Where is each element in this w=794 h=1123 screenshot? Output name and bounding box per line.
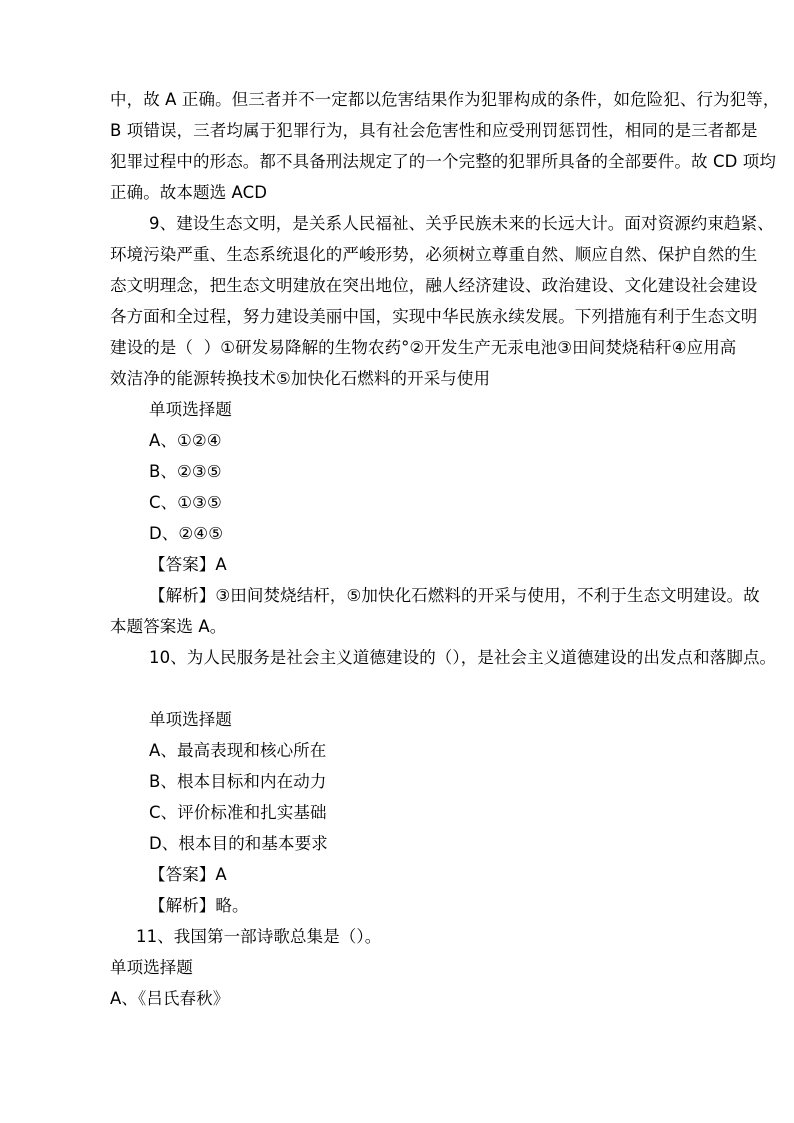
question-9-option-b[interactable]: B、②③⑤ [149,462,222,481]
question-10-option-a[interactable]: A、最高表现和核心所在 [149,741,327,760]
question-9 [110,208,774,642]
question-10-option-d[interactable]: D、根本目的和基本要求 [149,834,328,853]
question-9-option-d[interactable]: D、②④⑤ [149,524,224,543]
text-line: B 项错误，三者均属于犯罪行为，具有社会危害性和应受刑罚惩罚性，相同的是三者都是 [110,121,758,140]
question-9-option-a[interactable]: A、①②④ [149,431,222,450]
text-line: 中，故 A 正确。但三者并不一定都以危害结果作为犯罪构成的条件，如危险犯、行为犯等， [110,90,780,109]
question-9-stem-line: 环境污染严重、生态系统退化的严峻形势，必须树立尊重自然、顺应自然、保护自然的生 [110,245,758,264]
question-10-option-c[interactable]: C、评价标准和扎实基础 [149,803,327,822]
question-11-stem-line: 11、我国第一部诗歌总集是（）。 [136,927,382,946]
answer-value: A [215,865,227,884]
document-body [110,84,780,1014]
answer-label: 【答案】 [149,555,216,574]
spacer [110,673,684,704]
text-line: 犯罪过程中的形态。都不具备刑法规定了的一个完整的犯罪所具备的全部要件。故 CD 项均 [110,152,776,171]
explanation-question-8-continued [110,84,780,208]
question-10-type-label: 单项选择题 [149,710,232,729]
question-11 [110,921,684,1014]
question-9-stem-line: 9、建设生态文明，是关系人民福祉、关乎民族未来的长远大计。面对资源约束趋紧、 [149,214,774,233]
text-line: 正确。故本题选 ACD [110,183,268,202]
question-9-type-label: 单项选择题 [149,400,232,419]
question-9-answer [110,549,684,580]
question-9-analysis-line: 【解析】③田间焚烧结杆，⑤加快化石燃料的开采与使用，不利于生态文明建设。故 [149,586,760,605]
answer-label: 【答案】 [149,865,216,884]
question-11-type-label: 单项选择题 [110,958,193,977]
question-9-stem-line: 态文明理念，把生态文明建放在突出地位，融人经济建设、政治建设、文化建设社会建设 [110,276,758,295]
question-9-option-c[interactable]: C、①③⑤ [149,493,222,512]
question-9-stem-line: 建设的是（ ）①研发易降解的生物农药°②开发生产无汞电池③田间焚烧秸秆④应用高 [110,338,737,357]
question-10 [110,642,777,921]
question-9-stem-line: 各方面和全过程，努力建设美丽中国，实现中华民族永续发展。下列措施有利于生态文明 [110,307,758,326]
question-9-stem-line: 效洁净的能源转换技术⑤加快化石燃料的开采与使用 [110,369,491,388]
question-9-analysis-line: 本题答案选 A。 [110,617,227,636]
answer-value: A [215,555,227,574]
question-10-analysis-line: 【解析】略。 [149,896,249,915]
question-11-option-a[interactable]: A、《吕氏春秋》 [110,989,230,1008]
question-10-option-b[interactable]: B、根本目标和内在动力 [149,772,327,791]
question-10-answer [110,859,684,890]
question-10-stem-line: 10、为人民服务是社会主义道德建设的（），是社会主义道德建设的出发点和落脚点。 [149,648,777,667]
